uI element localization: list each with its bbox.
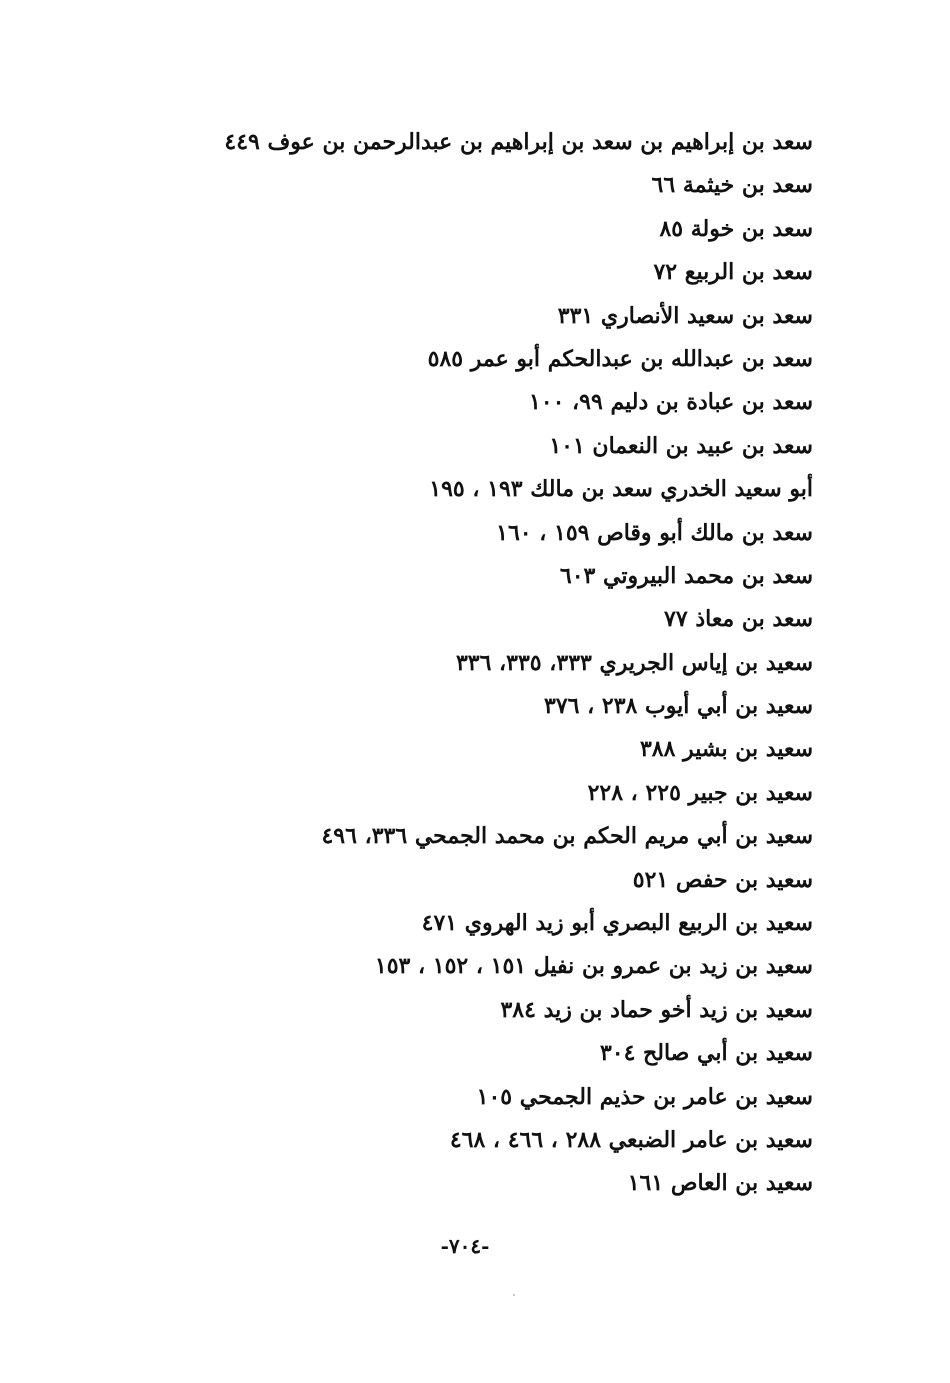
index-entry: سعيد بن العاص ١٦١	[627, 1170, 813, 1197]
index-entry: أبو سعيد الخدري سعد بن مالك ١٩٣ ، ١٩٥	[429, 476, 813, 503]
index-entry: سعد بن عبادة بن دليم ٩٩، ١٠٠	[528, 389, 813, 416]
index-entry: سعيد بن بشير ٣٨٨	[639, 736, 813, 763]
index-entry: سعيد بن عامر بن حذيم الجمحي ١٠٥	[476, 1083, 813, 1110]
index-entry: سعيد بن إياس الجريري ٣٣٣، ٣٣٥، ٣٣٦	[455, 649, 813, 676]
index-entry: سعد بن مالك أبو وقاص ١٥٩ ، ١٦٠	[496, 519, 813, 546]
index-entry: سعد بن سعيد الأنصاري ٣٣١	[557, 302, 813, 329]
page-number: -٧٠٤-	[440, 1234, 490, 1258]
name-index-list	[193, 121, 813, 1206]
index-entry: سعد بن عبيد بن النعمان ١٠١	[549, 432, 813, 459]
index-entry: سعيد بن أبي مريم الحكم بن محمد الجمحي ٣٣٦، ٤٩٦	[321, 823, 813, 850]
index-entry: سعيد بن زيد بن عمرو بن نفيل ١٥١ ، ١٥٢ ، ١٥٣	[374, 953, 813, 980]
index-entry: سعد بن عبدالله بن عبدالحكم أبو عمر ٥٨٥	[427, 345, 813, 372]
index-entry: سعد بن خيثمة ٦٦	[651, 172, 813, 199]
index-entry: سعيد بن أبي أيوب ٢٣٨ ، ٣٧٦	[544, 693, 813, 720]
index-entry: سعيد بن الربيع البصري أبو زيد الهروي ٤٧١	[421, 910, 813, 937]
index-entry: سعد بن الربيع ٧٢	[653, 259, 813, 286]
index-entry: سعيد بن حفص ٥٢١	[632, 866, 813, 893]
index-entry: سعيد بن جبير ٢٢٥ ، ٢٢٨	[587, 779, 813, 806]
index-entry: سعد بن معاذ ٧٧	[664, 606, 813, 633]
index-entry: سعد بن إبراهيم بن سعد بن إبراهيم بن عبدالرحمن بن عوف ٤٤٩	[224, 129, 813, 155]
index-entry: سعيد بن أبي صالح ٣٠٤	[599, 1040, 813, 1067]
index-entry: سعيد بن عامر الضبعي ٢٨٨ ، ٤٦٦ ، ٤٦٨	[449, 1126, 813, 1153]
index-entry: سعد بن خولة ٨٥	[659, 215, 813, 242]
index-entry: سعيد بن زيد أخو حماد بن زيد ٣٨٤	[500, 996, 813, 1023]
index-entry: سعد بن محمد البيروتي ٦٠٣	[559, 562, 813, 589]
scan-speck	[513, 1294, 515, 1296]
